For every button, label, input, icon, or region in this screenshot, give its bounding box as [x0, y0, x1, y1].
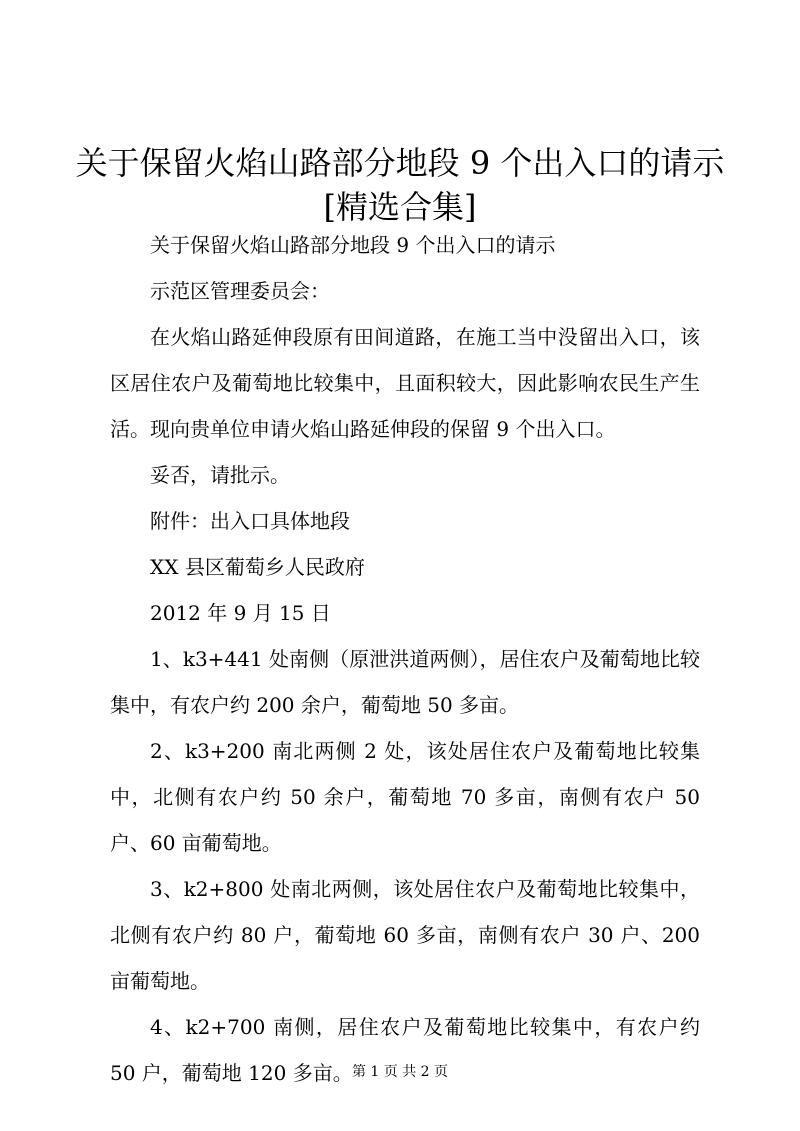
attachment-paragraph: 附件：出入口具体地段	[150, 509, 350, 533]
body-heading-paragraph: 关于保留火焰山路部分地段 9 个出入口的请示	[150, 233, 556, 257]
document-body	[110, 222, 700, 1096]
approval-paragraph: 妥否，请批示。	[150, 463, 290, 487]
document-subtitle: [精选合集]	[323, 188, 477, 226]
date-paragraph: 2012 年 9 月 15 日	[150, 601, 331, 625]
item-2-paragraph: 2、k3+200 南北两侧 2 处，该处居住农户及葡萄地比较集中，北侧有农户约 50 余户，葡萄地 70 多亩，南侧有农户 50 户、60 亩葡萄地。	[110, 739, 700, 855]
sender-paragraph: XX 县区葡萄乡人民政府	[150, 555, 365, 579]
document-title: 关于保留火焰山路部分地段 9 个出入口的请示	[75, 144, 725, 182]
request-paragraph: 在火焰山路延伸段原有田间道路，在施工当中没留出入口，该区居住农户及葡萄地比较集中，且面积较大，因此影响农民生产生活。现向贵单位申请火焰山路延伸段的保留 9 个出入口。	[110, 325, 700, 441]
item-1-paragraph: 1、k3+441 处南侧（原泄洪道两侧），居住农户及葡萄地比较集中，有农户约 200 余户，葡萄地 50 多亩。	[110, 647, 700, 717]
addressee-paragraph: 示范区管理委员会：	[150, 279, 330, 303]
item-4-paragraph: 4、k2+700 南侧，居住农户及葡萄地比较集中，有农户约 50 户，葡萄地 120 多亩。	[110, 1015, 700, 1085]
page-footer: 第 1 页 共 2 页	[351, 1064, 449, 1080]
item-3-paragraph: 3、k2+800 处南北两侧，该处居住农户及葡萄地比较集中，北侧有农户约 80 户，葡萄地 60 多亩，南侧有农户 30 户、200 亩葡萄地。	[110, 877, 700, 993]
